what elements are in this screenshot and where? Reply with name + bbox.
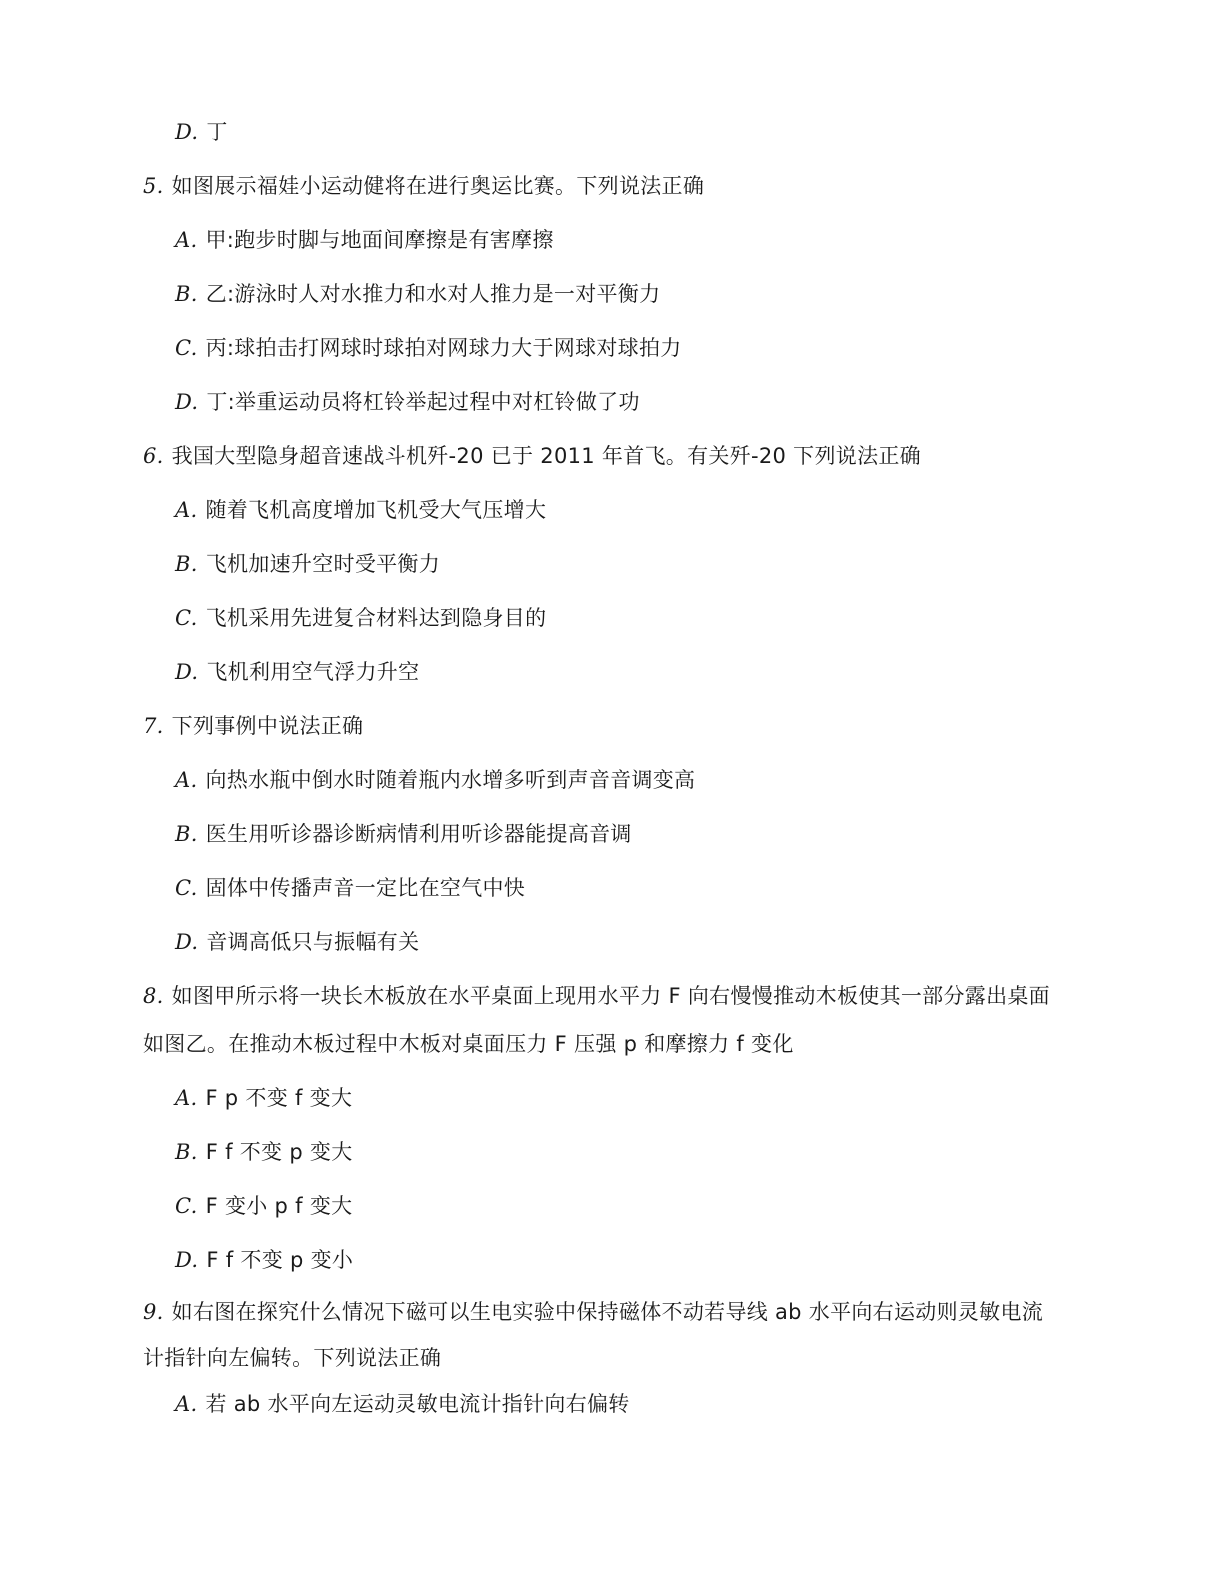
option-line — [175, 1246, 353, 1274]
question-line — [143, 172, 704, 200]
question-continuation — [143, 1344, 441, 1372]
option-line — [175, 280, 660, 308]
option-text: 随着飞机高度增加飞机受大气压增大 — [205, 498, 547, 522]
option-label: D. — [175, 660, 199, 684]
question-text: 如图展示福娃小运动健将在进行奥运比赛。下列说法正确 — [171, 174, 705, 198]
question-number: 6. — [143, 444, 164, 468]
question-text: 计指针向左偏转。下列说法正确 — [143, 1346, 442, 1370]
option-line — [175, 496, 546, 524]
option-label: A. — [175, 228, 198, 252]
option-text: 丁 — [206, 120, 228, 144]
question-text: 我国大型隐身超音速战斗机歼-20 已于 2011 年首飞。有关歼-20 下列说法正确 — [171, 444, 921, 468]
question-text: 如右图在探究什么情况下磁可以生电实验中保持磁体不动若导线 ab 水平向右运动则灵敏电流 — [171, 1300, 1044, 1324]
option-line — [175, 1192, 352, 1220]
option-text: 飞机加速升空时受平衡力 — [205, 552, 441, 576]
option-text: 固体中传播声音一定比在空气中快 — [205, 876, 526, 900]
option-line — [175, 658, 419, 686]
option-line — [175, 550, 440, 578]
option-line — [175, 118, 228, 146]
option-text: F p 不变 f 变大 — [205, 1086, 353, 1110]
option-label: D. — [175, 1248, 199, 1272]
question-number: 7. — [143, 714, 164, 738]
option-text: F f 不变 p 变大 — [205, 1140, 353, 1164]
option-text: 甲:跑步时脚与地面间摩擦是有害摩擦 — [205, 228, 554, 252]
option-label: A. — [175, 1086, 198, 1110]
option-line — [175, 1390, 630, 1418]
question-line — [143, 982, 1050, 1010]
option-text: 飞机利用空气浮力升空 — [206, 660, 420, 684]
option-label: C. — [175, 876, 198, 900]
option-label: B. — [175, 282, 198, 306]
question-text: 如图乙。在推动木板过程中木板对桌面压力 F 压强 p 和摩擦力 f 变化 — [143, 1032, 794, 1056]
option-line — [175, 604, 546, 632]
question-line — [143, 442, 921, 470]
option-line — [175, 766, 695, 794]
question-line — [143, 1298, 1043, 1326]
option-line — [175, 226, 554, 254]
question-number: 5. — [143, 174, 164, 198]
option-text: 若 ab 水平向左运动灵敏电流计指针向右偏转 — [205, 1392, 630, 1416]
question-continuation — [143, 1030, 794, 1058]
option-label: D. — [175, 390, 199, 414]
option-label: D. — [175, 120, 199, 144]
option-line — [175, 1084, 352, 1112]
question-line — [143, 712, 363, 740]
option-label: B. — [175, 552, 198, 576]
option-text: 音调高低只与振幅有关 — [206, 930, 420, 954]
option-text: F 变小 p f 变大 — [205, 1194, 353, 1218]
option-text: 丙:球拍击打网球时球拍对网球力大于网球对球拍力 — [205, 336, 682, 360]
option-label: C. — [175, 336, 198, 360]
option-text: 丁:举重运动员将杠铃举起过程中对杠铃做了功 — [206, 390, 640, 414]
question-number: 9. — [143, 1300, 164, 1324]
option-line — [175, 820, 632, 848]
option-line — [175, 334, 682, 362]
question-number: 8. — [143, 984, 164, 1008]
question-text: 如图甲所示将一块长木板放在水平桌面上现用水平力 F 向右慢慢推动木板使其一部分露出桌面 — [171, 984, 1050, 1008]
question-text: 下列事例中说法正确 — [171, 714, 364, 738]
option-text: F f 不变 p 变小 — [206, 1248, 354, 1272]
option-text: 乙:游泳时人对水推力和水对人推力是一对平衡力 — [205, 282, 661, 306]
option-line — [175, 388, 640, 416]
option-line — [175, 928, 419, 956]
option-label: C. — [175, 1194, 198, 1218]
option-label: B. — [175, 822, 198, 846]
option-label: A. — [175, 768, 198, 792]
option-label: C. — [175, 606, 198, 630]
option-label: D. — [175, 930, 199, 954]
option-label: A. — [175, 498, 198, 522]
option-line — [175, 1138, 353, 1166]
option-text: 医生用听诊器诊断病情利用听诊器能提高音调 — [205, 822, 632, 846]
option-line — [175, 874, 525, 902]
option-text: 飞机采用先进复合材料达到隐身目的 — [205, 606, 547, 630]
option-label: B. — [175, 1140, 198, 1164]
option-text: 向热水瓶中倒水时随着瓶内水增多听到声音音调变高 — [205, 768, 696, 792]
option-label: A. — [175, 1392, 198, 1416]
